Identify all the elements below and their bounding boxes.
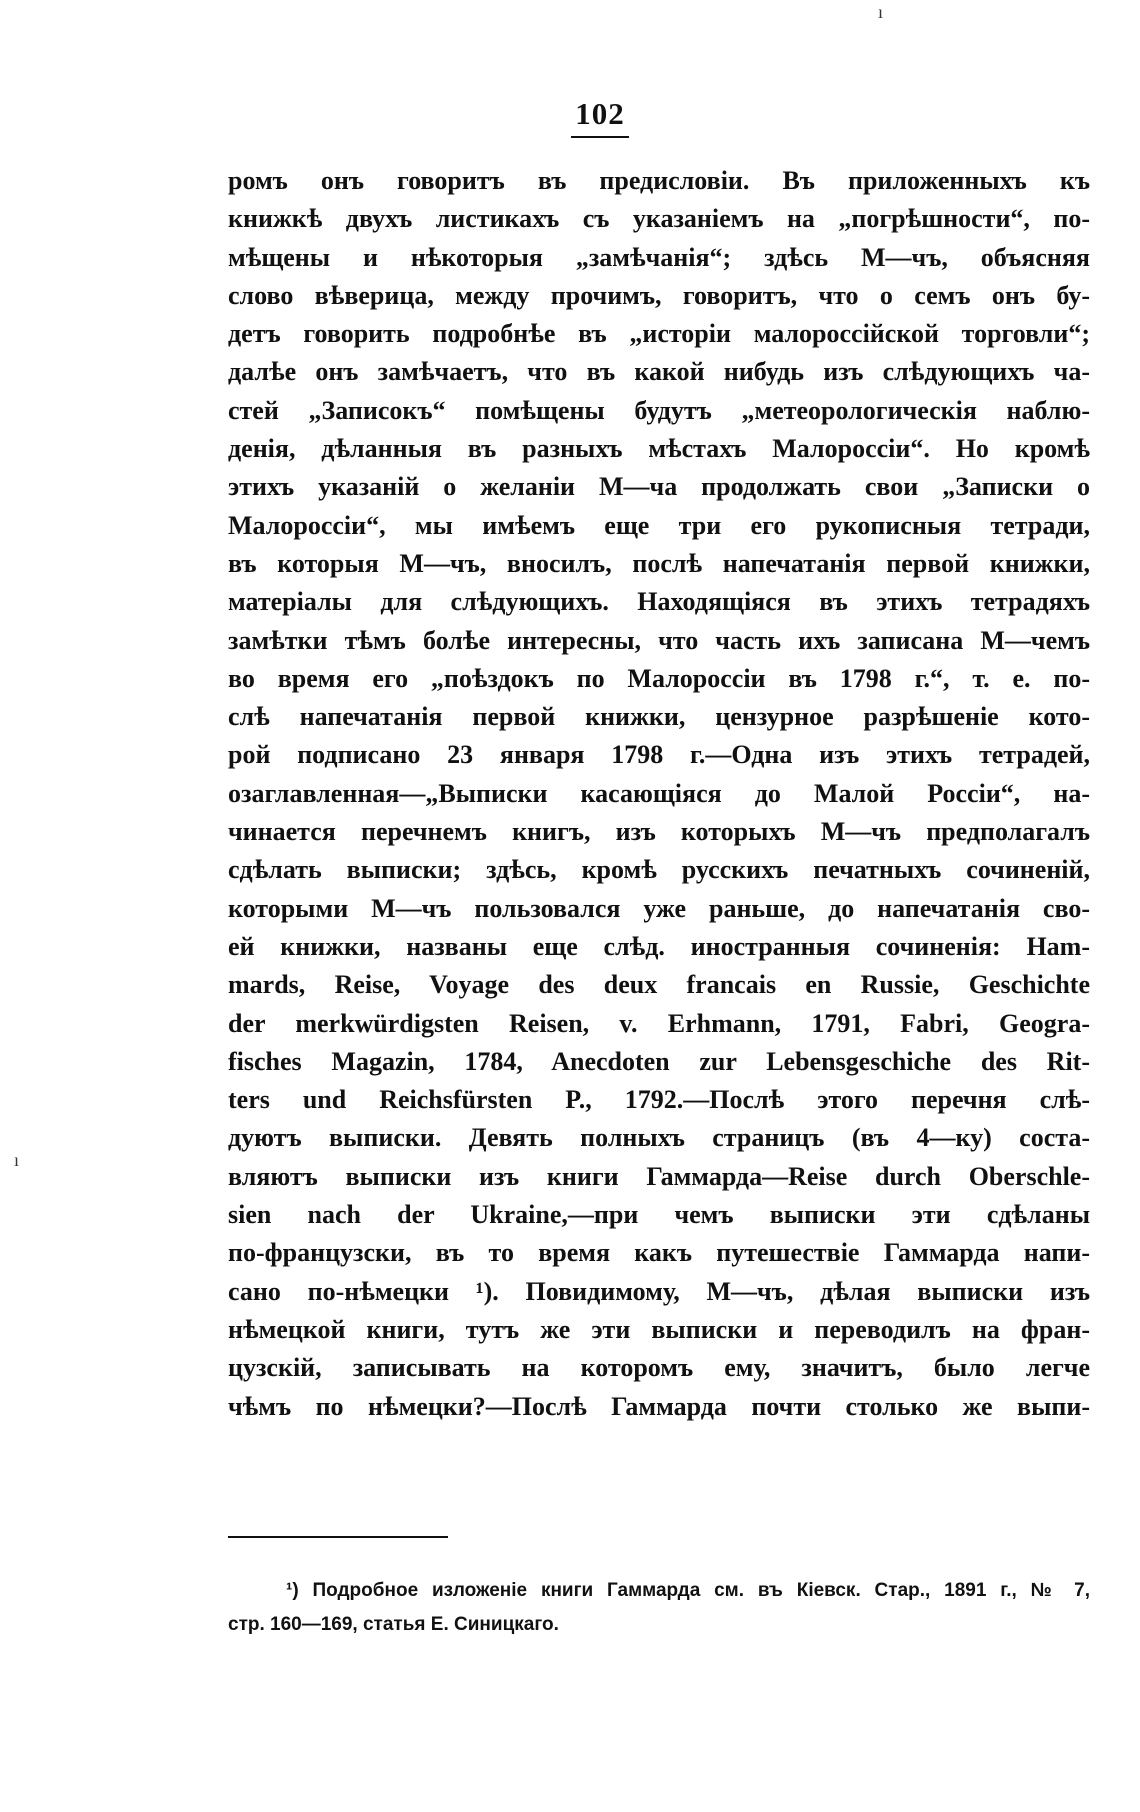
text-line: ters und Reichsfürsten P., 1792.—Послѣ этого перечня слѣ- [228,1085,1090,1115]
page-header [0,96,1140,138]
text-line: сано по-нѣмецки ¹). Повидимому, М—чъ, дѣлая выписки изъ [228,1276,1090,1306]
text-line: fisches Magazin, 1784, Anecdoten zur Lebensgeschiche des Rit- [228,1046,1090,1076]
text-line: вляютъ выписки изъ книги Гаммарда—Reise durch Oberschle- [228,1161,1090,1191]
text-line: во время его „поѣздокъ по Малороссіи въ 1798 г.“, т. е. по- [228,663,1090,693]
text-line: стей „Записокъ“ помѣщены будутъ „метеорологическія наблю- [228,395,1090,425]
footnote-line: ¹) Подробное изложеніе книги Гаммарда см. въ Кіевск. Стар., 1891 г., № 7, [286,1580,1090,1601]
text-line: этихъ указаній о желаніи М—ча продолжать свои „Записки о [228,472,1090,502]
footnote [228,1574,1090,1642]
text-line: sien nach der Ukraine,—при чемъ выписки эти сдѣланы [228,1200,1090,1230]
text-line: слѣ напечатанія первой книжки, цензурное разрѣшеніе кото- [228,702,1090,732]
text-line: детъ говорить подробнѣе въ „исторіи малороссійской торговли“; [228,319,1090,349]
margin-mark: ı [878,2,884,22]
text-line: въ которыя М—чъ, вносилъ, послѣ напечатанія первой книжки, [228,548,1090,578]
text-line: которыми М—чъ пользовался уже раньше, до напечатанія сво- [228,893,1090,923]
page-number: 102 [571,96,629,138]
text-line: рой подписано 23 января 1798 г.—Одна изъ этихъ тетрадей, [228,740,1090,770]
text-line: нѣмецкой книги, тутъ же эти выписки и переводилъ на фран- [228,1314,1090,1344]
text-line: озаглавленная—„Выписки касающіяся до Малой Россіи“, на- [228,778,1090,808]
text-line: ромъ онъ говоритъ въ предисловіи. Въ приложенныхъ къ [228,166,1090,195]
text-line: дуютъ выписки. Девять полныхъ страницъ (въ 4—ку) соста- [228,1123,1090,1153]
text-line: слово вѣверица, между прочимъ, говоритъ, что о семъ онъ бу- [228,280,1090,310]
text-line: замѣтки тѣмъ болѣе интересны, что часть ихъ записана М—чемъ [228,625,1090,655]
footnote-line: стр. 160—169, статья Е. Синицкаго. [228,1614,559,1635]
text-line: чинается перечнемъ книгъ, изъ которыхъ М—чъ предполагалъ [228,817,1090,847]
text-line: денія, дѣланныя въ разныхъ мѣстахъ Малороссіи“. Но кромѣ [228,434,1090,464]
text-line: матеріалы для слѣдующихъ. Находящіяся въ этихъ тетрадяхъ [228,587,1090,617]
main-text [228,162,1090,1426]
text-line: книжкѣ двухъ листикахъ съ указаніемъ на „погрѣшности“, по- [228,204,1090,234]
text-line: сдѣлать выписки; здѣсь, кромѣ русскихъ печатныхъ сочиненій, [228,855,1090,885]
text-line: mards, Reise, Voyage des deux francais en Russie, Geschichte [228,970,1090,1000]
footnote-divider [228,1536,448,1538]
text-line: ей книжки, названы еще слѣд. иностранныя сочиненія: Ham- [228,931,1090,961]
margin-mark: ı [14,1150,20,1170]
text-line: мѣщены и нѣкоторыя „замѣчанія“; здѣсь М—чъ, объясняя [228,242,1090,272]
text-line: чѣмъ по нѣмецки?—Послѣ Гаммарда почти столько же выпи- [228,1391,1090,1421]
text-line: der merkwürdigsten Reisen, v. Erhmann, 1791, Fabri, Geogra- [228,1008,1090,1038]
text-line: Малороссіи“, мы имѣемъ еще три его рукописныя тетради, [228,510,1090,540]
text-line: далѣе онъ замѣчаетъ, что въ какой нибудь изъ слѣдующихъ ча- [228,357,1090,387]
text-line: по-французски, въ то время какъ путешествіе Гаммарда напи- [228,1238,1090,1268]
text-line: цузскій, записывать на которомъ ему, значитъ, было легче [228,1353,1090,1383]
